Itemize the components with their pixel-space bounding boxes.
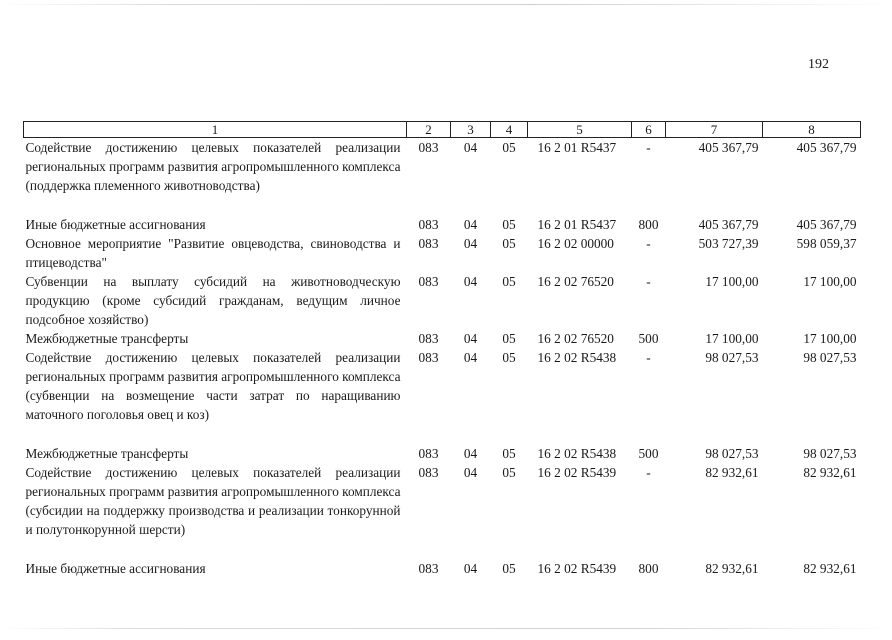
row-amount-col8: 17 100,00 [803,331,857,346]
table-row [24,272,861,329]
row-expense-type: 500 [638,446,659,461]
row-subsection: 05 [502,274,516,289]
row-ministry-code: 083 [418,465,439,480]
row-amount-col7: 98 027,53 [705,350,759,365]
row-ministry-code: 083 [418,274,439,289]
header-col-1: 1 [24,122,407,138]
header-col-2: 2 [407,122,451,138]
scan-edge-top [0,4,892,5]
row-description: Содействие достижению целевых показателей реализации региональных программ развития агропромышленного комплекса (субвенции на возмещение части затрат по наращиванию маточного поголовья овец и коз) [25,350,401,422]
row-amount-col8: 405 367,79 [796,217,857,232]
row-amount-col7: 98 027,53 [705,446,759,461]
row-description: Содействие достижению целевых показателей реализации региональных программ развития агропромышленного комплекса (поддержка племенного животноводства) [25,140,401,193]
row-amount-col7: 82 932,61 [705,561,759,576]
row-spacer [24,424,861,444]
row-expense-type: - [646,236,651,251]
scan-edge-bottom [0,628,892,629]
row-description: Межбюджетные трансферты [25,331,189,346]
row-ministry-code: 083 [418,446,439,461]
row-target-article: 16 2 02 R5439 [537,465,617,480]
row-subsection: 05 [502,140,516,155]
row-spacer [24,539,861,559]
row-target-article: 16 2 02 R5438 [537,446,617,461]
row-amount-col7: 405 367,79 [698,140,759,155]
row-amount-col7: 405 367,79 [698,217,759,232]
row-subsection: 05 [502,465,516,480]
row-ministry-code: 083 [418,331,439,346]
header-col-3: 3 [451,122,491,138]
row-expense-type: 800 [638,561,659,576]
row-description: Иные бюджетные ассигнования [25,561,206,576]
row-amount-col8: 17 100,00 [803,274,857,289]
row-ministry-code: 083 [418,236,439,251]
row-section: 04 [463,446,478,461]
row-subsection: 05 [502,236,516,251]
row-subsection: 05 [502,217,516,232]
row-subsection: 05 [502,446,516,461]
header-col-7: 7 [666,122,763,138]
row-expense-type: 800 [638,217,659,232]
table-row [24,463,861,539]
row-expense-type: 500 [638,331,659,346]
row-target-article: 16 2 01 R5437 [537,217,617,232]
row-ministry-code: 083 [418,140,439,155]
row-target-article: 16 2 01 R5437 [537,140,617,155]
row-expense-type: - [646,140,651,155]
row-ministry-code: 083 [418,561,439,576]
row-amount-col8: 82 932,61 [803,561,857,576]
row-target-article: 16 2 02 R5439 [537,561,617,576]
row-amount-col7: 82 932,61 [705,465,759,480]
table-row [24,215,861,234]
header-col-6: 6 [632,122,666,138]
row-amount-col8: 598 059,37 [796,236,857,251]
table-row [24,329,861,348]
row-description: Иные бюджетные ассигнования [25,217,206,232]
row-expense-type: - [646,274,651,289]
row-subsection: 05 [502,350,516,365]
row-amount-col8: 405 367,79 [796,140,857,155]
row-expense-type: - [646,350,651,365]
row-amount-col8: 98 027,53 [803,446,857,461]
row-section: 04 [463,140,478,155]
row-expense-type: - [646,465,651,480]
row-description: Основное мероприятие "Развитие овцеводства, свиноводства и птицеводства" [25,236,401,270]
row-section: 04 [463,350,478,365]
row-amount-col7: 17 100,00 [705,274,759,289]
row-amount-col8: 82 932,61 [803,465,857,480]
row-section: 04 [463,236,478,251]
row-target-article: 16 2 02 R5438 [537,350,617,365]
header-col-4: 4 [491,122,528,138]
row-amount-col8: 98 027,53 [803,350,857,365]
row-amount-col7: 17 100,00 [705,331,759,346]
row-target-article: 16 2 02 76520 [537,331,614,346]
budget-table [23,121,861,578]
row-target-article: 16 2 02 76520 [537,274,614,289]
table-row [24,444,861,463]
table-row [24,348,861,424]
row-subsection: 05 [502,331,516,346]
row-target-article: 16 2 02 00000 [537,236,614,251]
row-section: 04 [463,274,478,289]
row-description: Субвенции на выплату субсидий на животноводческую продукцию (кроме субсидий гражданам, ведущим личное подсобное хозяйство) [25,274,401,327]
header-col-5: 5 [528,122,632,138]
row-subsection: 05 [502,561,516,576]
page-number: 192 [808,57,829,72]
row-spacer [24,195,861,215]
row-section: 04 [463,331,478,346]
table-header-row [24,122,861,138]
row-description: Содействие достижению целевых показателей реализации региональных программ развития агропромышленного комплекса (субсидии на поддержку производства и реализации тонкорунной и полутонкорунной шерсти) [25,465,401,537]
row-section: 04 [463,561,478,576]
row-ministry-code: 083 [418,350,439,365]
row-amount-col7: 503 727,39 [698,236,759,251]
table-row [24,138,861,196]
table-row [24,559,861,578]
row-description: Межбюджетные трансферты [25,446,189,461]
row-section: 04 [463,217,478,232]
table-row [24,234,861,272]
header-col-8: 8 [763,122,861,138]
row-ministry-code: 083 [418,217,439,232]
row-section: 04 [463,465,478,480]
